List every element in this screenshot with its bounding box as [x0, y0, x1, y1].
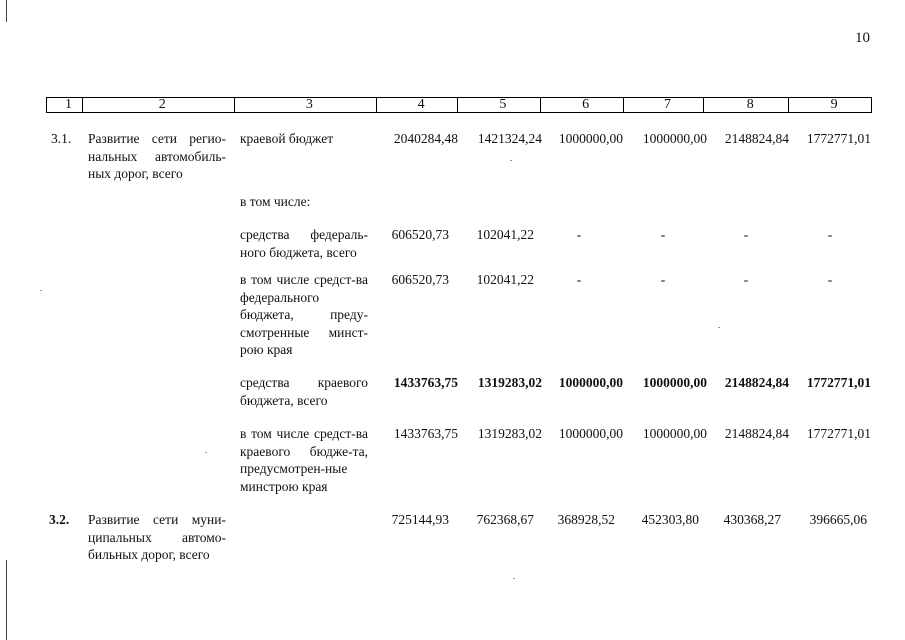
value-col-5: 762368,67: [476, 512, 534, 527]
value-col-9: 1772771,01: [806, 426, 871, 441]
value-col-9: 1772771,01: [806, 131, 871, 146]
value-col-7: 1000000,00: [642, 426, 707, 441]
value-col-4: 1433763,75: [393, 426, 458, 441]
funding-source: средства краевого бюджета, всего: [240, 375, 368, 408]
scan-speck: [513, 578, 515, 579]
value-col-5: 102041,22: [476, 272, 534, 287]
header-col-9: 9: [830, 97, 838, 112]
header-col-2: 2: [83, 98, 235, 112]
value-col-8: 2148824,84: [724, 131, 789, 146]
value-col-6: -: [576, 273, 582, 288]
value-col-7: 1000000,00: [642, 131, 707, 146]
scan-margin-line: [6, 0, 7, 22]
scan-speck: [510, 160, 512, 161]
funding-source: средства федераль-ного бюджета, всего: [240, 227, 368, 260]
funding-source: в том числе:: [240, 194, 311, 209]
scan-speck: [40, 290, 42, 291]
value-col-5: 1319283,02: [477, 426, 542, 441]
header-col-5: 5: [458, 98, 541, 112]
value-col-8: 2148824,84: [724, 375, 789, 390]
header-col-4: 4: [377, 98, 458, 112]
value-col-5: 1319283,02: [477, 375, 542, 390]
value-col-8: 430368,27: [723, 512, 781, 527]
column-number-header: [46, 97, 872, 113]
value-col-6: -: [576, 228, 582, 243]
value-col-9: 396665,06: [809, 512, 867, 527]
header-col-6: 6: [541, 98, 624, 112]
value-col-6: 1000000,00: [558, 426, 623, 441]
value-col-6: 368928,52: [557, 512, 615, 527]
value-col-7: 1000000,00: [642, 375, 707, 390]
value-col-7: -: [660, 273, 666, 288]
value-col-4: 606520,73: [391, 227, 449, 242]
value-col-8: 2148824,84: [724, 426, 789, 441]
value-col-5: 1421324,24: [477, 131, 542, 146]
row-name: Развитие сети муни-ципальных автомо-бильных дорог, всего: [88, 512, 226, 562]
header-col-1: 1: [47, 98, 83, 112]
page-number: 10: [855, 30, 870, 46]
scan-margin-line: [6, 560, 7, 640]
funding-source: в том числе средст-ва краевого бюдже-та, предусмотрен-ные минстрою края: [240, 426, 368, 494]
header-col-3: 3: [235, 98, 378, 112]
value-col-4: 2040284,48: [393, 131, 458, 146]
scan-speck: [205, 452, 207, 453]
value-col-9: -: [827, 273, 833, 288]
value-col-7: -: [660, 228, 666, 243]
value-col-9: -: [827, 228, 833, 243]
row-name: Развитие сети регио-нальных автомобиль-ных дорог, всего: [88, 131, 226, 181]
value-col-4: 606520,73: [391, 272, 449, 287]
value-col-4: 725144,93: [391, 512, 449, 527]
funding-source: краевой бюджет: [240, 131, 334, 146]
scan-speck: [718, 327, 720, 328]
value-col-8: -: [743, 273, 749, 288]
funding-source: в том числе средст-ва федерального бюджета, преду-смотренные минст-рою края: [240, 272, 368, 357]
value-col-5: 102041,22: [476, 227, 534, 242]
row-number: 3.2.: [49, 512, 70, 527]
value-col-4: 1433763,75: [393, 375, 458, 390]
value-col-8: -: [743, 228, 749, 243]
value-col-6: 1000000,00: [558, 131, 623, 146]
header-col-8: 8: [704, 98, 789, 112]
value-col-6: 1000000,00: [558, 375, 623, 390]
value-col-9: 1772771,01: [806, 375, 871, 390]
value-col-7: 452303,80: [641, 512, 699, 527]
row-number: 3.1.: [51, 131, 72, 146]
header-col-7: 7: [624, 98, 705, 112]
